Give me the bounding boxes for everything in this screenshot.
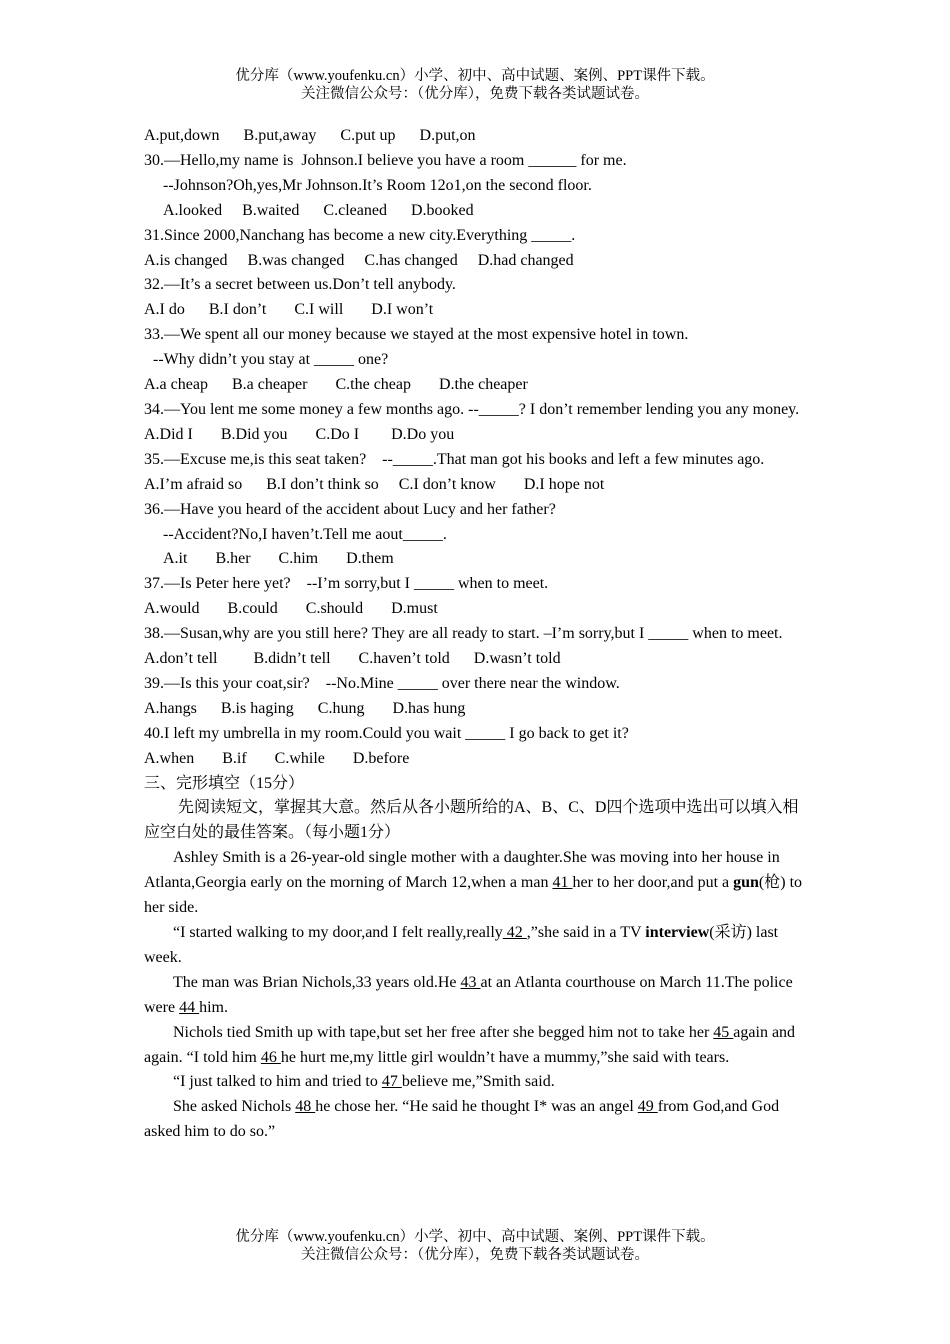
passage-text: (采访) last week.: [144, 924, 779, 966]
question-34: 34.—You lent me some money a few months ago. --_____? I don’t remember lending you any money.: [144, 400, 800, 418]
passage-text: “I started walking to my door,and I felt really,really: [173, 924, 503, 941]
passage-text: he chose her. “He said he thought I* was an angel: [315, 1098, 638, 1116]
blank-44: 44: [179, 998, 200, 1016]
blank-47: 47: [381, 1073, 402, 1091]
passage-text: She asked Nichols: [173, 1098, 296, 1116]
option-line-30: A.looked B.waited C.cleaned D.booked: [163, 201, 474, 219]
option-line-40: A.when B.if C.while D.before: [144, 749, 410, 767]
passage-paragraph-5: [144, 1070, 810, 1095]
passage-text: ,”she said in a TV: [526, 924, 646, 941]
passage-text: him.: [199, 998, 228, 1016]
question-40: 40.I left my umbrella in my room.Could you wait _____ I go back to get it?: [144, 724, 629, 742]
question-31: 31.Since 2000,Nanchang has become a new city.Everything _____.: [144, 226, 576, 244]
blank-41: 41: [552, 874, 573, 892]
option-line-32: A.I do B.I don’t C.I will D.I won’t: [144, 301, 434, 319]
question-37: 37.—Is Peter here yet? --I’m sorry,but I _____ when to meet.: [144, 575, 549, 593]
option-line-38: A.don’t tell B.didn’t tell C.haven’t told D.wasn’t told: [144, 650, 561, 668]
blank-45: 45: [713, 1023, 734, 1041]
question-35: 35.—Excuse me,is this seat taken? --_____.That man got his books and left a few minutes ago.: [144, 450, 765, 468]
passage-paragraph-1: [144, 846, 810, 921]
header-line-2: 关注微信公众号：（优分库），免费下载各类试题试卷。: [301, 86, 649, 102]
question-30: 30.—Hello,my name is Johnson.I believe you have a room ______ for me.: [144, 151, 627, 169]
question-36-reply: --Accident?No,I haven’t.Tell me aout_____.: [163, 525, 447, 543]
option-line-36: A.it B.her C.him D.them: [163, 550, 394, 568]
passage-text: from God,and God asked him to do so.”: [144, 1098, 780, 1141]
blank-43: 43: [460, 973, 481, 991]
passage-text: again and again. “I told him: [144, 1023, 796, 1066]
passage-text: her to her door,and put a: [572, 874, 734, 892]
passage-text: believe me,”Smith said.: [401, 1073, 555, 1091]
page-header: [0, 67, 950, 103]
question-33: 33.—We spent all our money because we stayed at the most expensive hotel in town.: [144, 326, 689, 344]
passage-text: (枪) to her side.: [144, 874, 803, 917]
passage-paragraph-2: [144, 921, 810, 971]
question-30-reply: --Johnson?Oh,yes,Mr Johnson.It’s Room 12o1,on the second floor.: [163, 176, 592, 194]
page-footer: [0, 1228, 950, 1264]
header-line-1: 优分库（www.youfenku.cn）小学、初中、高中试题、案例、PPT课件下载。: [235, 68, 715, 84]
question-32: 32.—It’s a secret between us.Don’t tell anybody.: [144, 276, 456, 294]
passage-text: The man was Brian Nichols,33 years old.He: [173, 973, 461, 991]
document-body: [144, 124, 810, 1145]
bold-word-gun: gun: [733, 874, 759, 892]
option-line-33: A.a cheap B.a cheaper C.the cheap D.the cheaper: [144, 376, 528, 394]
passage-paragraph-6: [144, 1095, 810, 1145]
blank-49: 49: [637, 1098, 658, 1116]
passage-paragraph-4: [144, 1021, 810, 1071]
option-line-35: A.I’m afraid so B.I don’t think so C.I don’t know D.I hope not: [144, 475, 605, 493]
bold-word-interview: interview: [645, 924, 710, 941]
footer-line-1: 优分库（www.youfenku.cn）小学、初中、高中试题、案例、PPT课件下载。: [235, 1229, 715, 1245]
blank-42: 42: [502, 924, 527, 941]
section-title: 三、完形填空（15分）: [144, 774, 305, 792]
question-39: 39.—Is this your coat,sir? --No.Mine _____ over there near the window.: [144, 674, 620, 692]
passage-text: “I just talked to him and tried to: [173, 1073, 382, 1091]
option-line-29: A.put,down B.put,away C.put up D.put,on: [144, 127, 476, 144]
passage-paragraph-3: [144, 971, 810, 1021]
option-line-37: A.would B.could C.should D.must: [144, 600, 438, 618]
option-line-31: A.is changed B.was changed C.has changed D.had changed: [144, 251, 574, 269]
option-line-34: A.Did I B.Did you C.Do I D.Do you: [144, 425, 455, 443]
passage-text: Ashley Smith is a 26-year-old single mother with a daughter.She was moving into her house in Atlanta,Georgia early on the morning of March 12,when a man: [144, 849, 780, 892]
passage-text: at an Atlanta courthouse on March 11.The police were: [144, 973, 793, 1016]
passage-text: he hurt me,my little girl wouldn’t have a mummy,”she said with tears.: [280, 1048, 730, 1066]
blank-48: 48: [295, 1098, 316, 1116]
blank-46: 46: [260, 1048, 281, 1066]
passage-text: Nichols tied Smith up with tape,but set her free after she begged him not to take her: [173, 1023, 714, 1041]
footer-line-2: 关注微信公众号：（优分库），免费下载各类试题试卷。: [301, 1247, 649, 1263]
option-line-39: A.hangs B.is haging C.hung D.has hung: [144, 699, 466, 717]
question-38: 38.—Susan,why are you still here? They are all ready to start. –I’m sorry,but I _____ when to meet.: [144, 625, 783, 643]
question-33-reply: --Why didn’t you stay at _____ one?: [153, 351, 389, 369]
section-instructions: 先阅读短文，掌握其大意。然后从各小题所给的A、B、C、D四个选项中选出可以填入相应空白处的最佳答案。（每小题1分）: [144, 799, 799, 842]
question-36: 36.—Have you heard of the accident about Lucy and her father?: [144, 500, 556, 518]
